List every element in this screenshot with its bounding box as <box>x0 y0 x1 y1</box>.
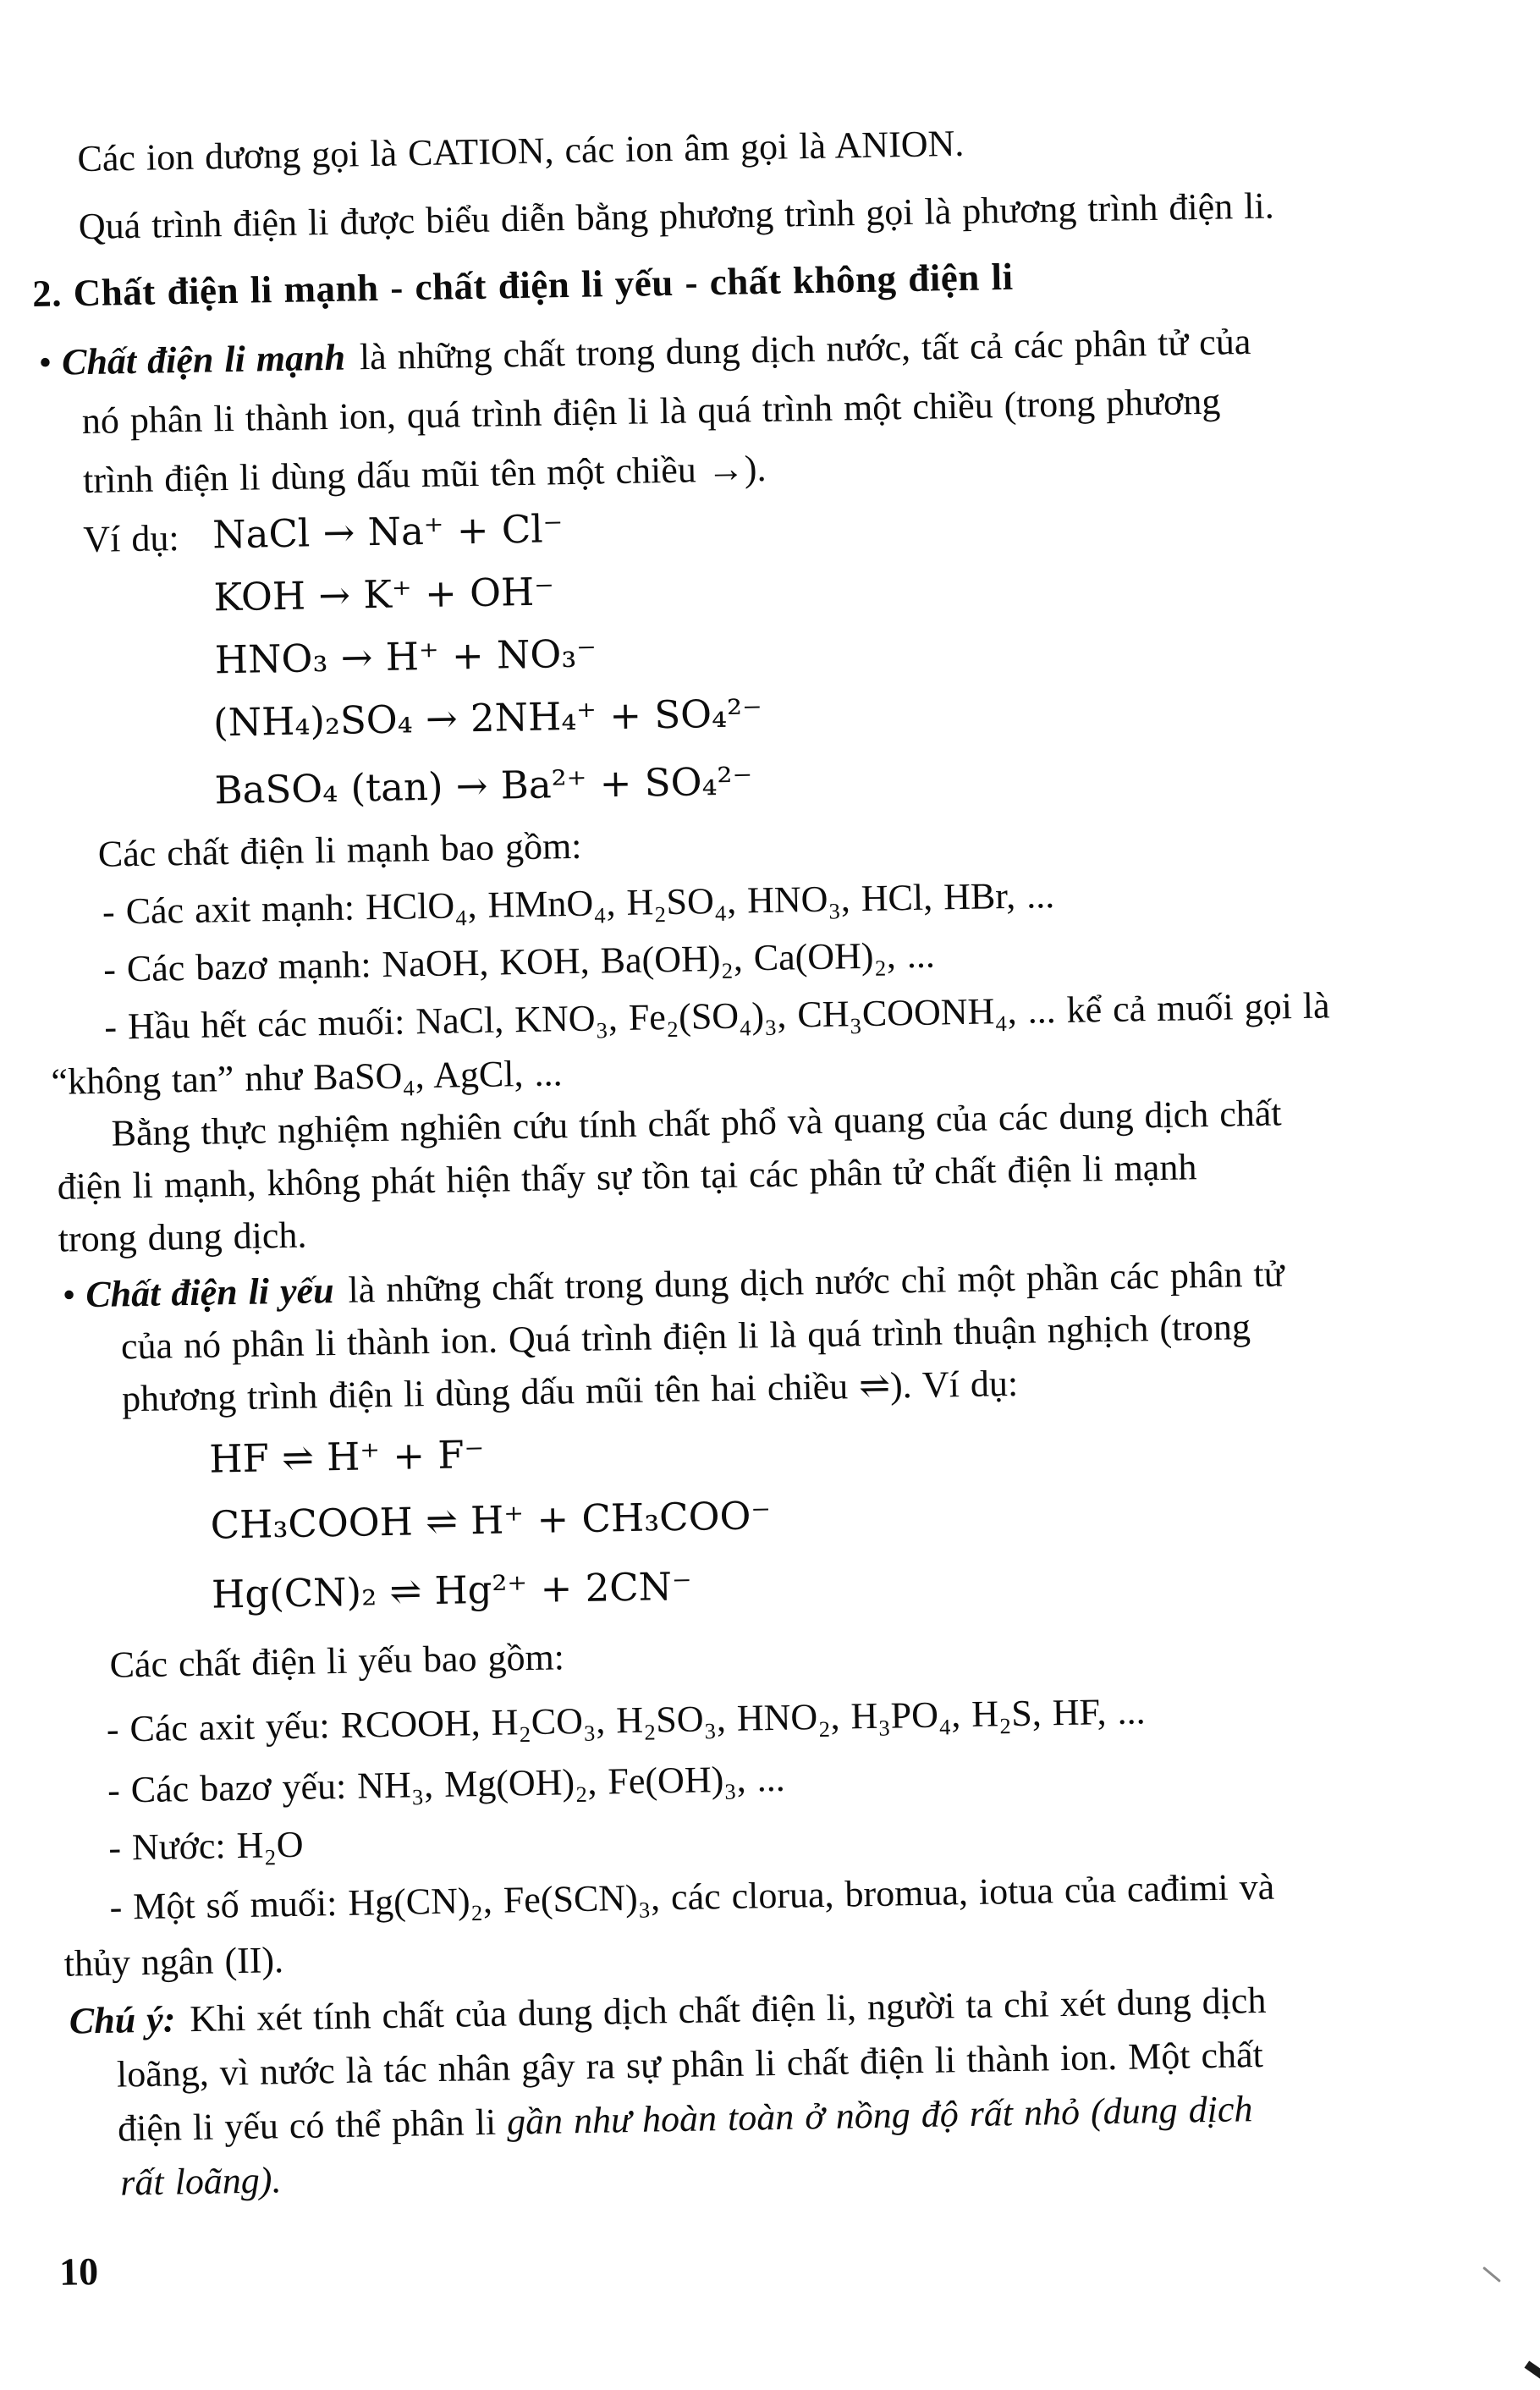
page-number: 10 <box>58 2250 99 2294</box>
strong-def-text: là những chất trong dung dịch nước, tất cả các phân tử của <box>348 320 1251 378</box>
intro-line-2: Quá trình điện li được biểu diễn bằng phương trình gọi là phương trình điện li. <box>78 184 1275 248</box>
bullet-marker: • <box>62 1274 76 1316</box>
note-text: điện li yếu có thể phân li <box>117 2101 508 2150</box>
weak-def-text: là những chất trong dung dịch nước chỉ một phần các phân tử <box>337 1253 1284 1311</box>
intro-line-1: Các ion dương gọi là CATION, các ion âm gọi là ANION. <box>77 122 965 180</box>
weak-equation-1: HF ⇌ H⁺ + F⁻ <box>208 1431 485 1482</box>
note-line-2: loãng, vì nước là tác nhân gây ra sự phân li chất điện li thành ion. Một chất <box>116 2033 1264 2095</box>
weak-equation-3: Hg(CN)₂ ⇌ Hg²⁺ + 2CN⁻ <box>211 1563 693 1617</box>
strong-includes-heading: Các chất điện li mạnh bao gồm: <box>97 824 582 875</box>
strong-def-line-2: nó phân li thành ion, quá trình điện li là quá trình một chiều (trong phương <box>81 380 1221 443</box>
strong-equation-3: HNO₃ → H⁺ + NO₃⁻ <box>214 631 597 683</box>
strong-equation-2: KOH → K⁺ + OH⁻ <box>213 569 555 620</box>
strong-equation-5: BaSO₄ (tan) → Ba²⁺ + SO₄²⁻ <box>214 758 753 813</box>
weak-def-line-1 <box>63 1253 1284 1316</box>
strong-equation-4: (NH₄)₂SO₄ → 2NH₄⁺ + SO₄²⁻ <box>212 691 763 746</box>
experiment-note-line-3: trong dung dịch. <box>58 1214 307 1260</box>
section-heading: 2. Chất điện li mạnh - chất điện li yếu - chất không điện li <box>31 255 1014 316</box>
weak-includes-heading: Các chất điện li yếu bao gồm: <box>109 1636 565 1686</box>
note-emphasis: gần như hoàn toàn ở nồng độ rất nhỏ (dung dịch <box>506 2088 1253 2143</box>
experiment-note-line-2: điện li mạnh, không phát hiện thấy sự tồn tại các phân tử chất điện li mạnh <box>57 1146 1197 1208</box>
note-line-3 <box>118 2089 1253 2150</box>
weak-def-line-3: phương trình điện li dùng dấu mũi tên hai chiều ⇌). Ví dụ: <box>121 1362 1019 1420</box>
weak-item-acids: - Các axit yếu: RCOOH, H₂CO₃, H₂SO₃, HNO₂, H₃PO₄, H₂S, HF, ... <box>106 1690 1146 1750</box>
weak-equation-2: CH₃COOH ⇌ H⁺ + CH₃COO⁻ <box>210 1493 772 1548</box>
weak-item-salts-cont: thủy ngân (II). <box>63 1939 284 1985</box>
bullet-marker: • <box>38 341 52 383</box>
example-label: Ví dụ: <box>82 517 180 561</box>
weak-item-salts: - Một số muối: Hg(CN)₂, Fe(SCN)₃, các clorua, bromua, iotua của cađimi và <box>109 1865 1275 1928</box>
strong-def-line-1 <box>38 322 1251 383</box>
strong-term: Chất điện li mạnh <box>61 336 346 383</box>
weak-item-bases: - Các bazơ yếu: NH₃, Mg(OH)₂, Fe(OH)₃, ... <box>107 1757 786 1811</box>
strong-item-bases: - Các bazơ mạnh: NaOH, KOH, Ba(OH)₂, Ca(OH)₂, ... <box>102 933 936 990</box>
experiment-note-line-1: Bằng thực nghiệm nghiên cứu tính chất phổ và quang của các dung dịch chất <box>111 1092 1282 1154</box>
weak-def-line-2: của nó phân li thành ion. Quá trình điện li là quá trình thuận nghịch (trong <box>120 1306 1251 1368</box>
note-line-4: rất loãng). <box>119 2159 282 2204</box>
weak-item-water: - Nước: H₂O <box>107 1823 304 1869</box>
note-text: Khi xét tính chất của dung dịch chất điện li, người ta chỉ xét dung dịch <box>178 1979 1267 2040</box>
note-label: Chú ý: <box>69 1998 176 2042</box>
strong-equation-1: NaCl → Na⁺ + Cl⁻ <box>212 506 564 558</box>
note-line-1 <box>69 1980 1266 2042</box>
strong-def-line-3: trình điện li dùng dấu mũi tên một chiều →). <box>82 447 767 502</box>
strong-item-acids: - Các axit mạnh: HClO₄, HMnO₄, H₂SO₄, HNO₃, HCl, HBr, ... <box>102 874 1055 933</box>
strong-item-salts-cont: “không tan” như BaSO₄, AgCl, ... <box>51 1052 563 1103</box>
weak-term: Chất điện li yếu <box>85 1269 334 1316</box>
strong-item-salts: - Hầu hết các muối: NaCl, KNO₃, Fe₂(SO₄)₃, CH₃COONH₄, ... kể cả muối gọi là <box>103 984 1330 1048</box>
